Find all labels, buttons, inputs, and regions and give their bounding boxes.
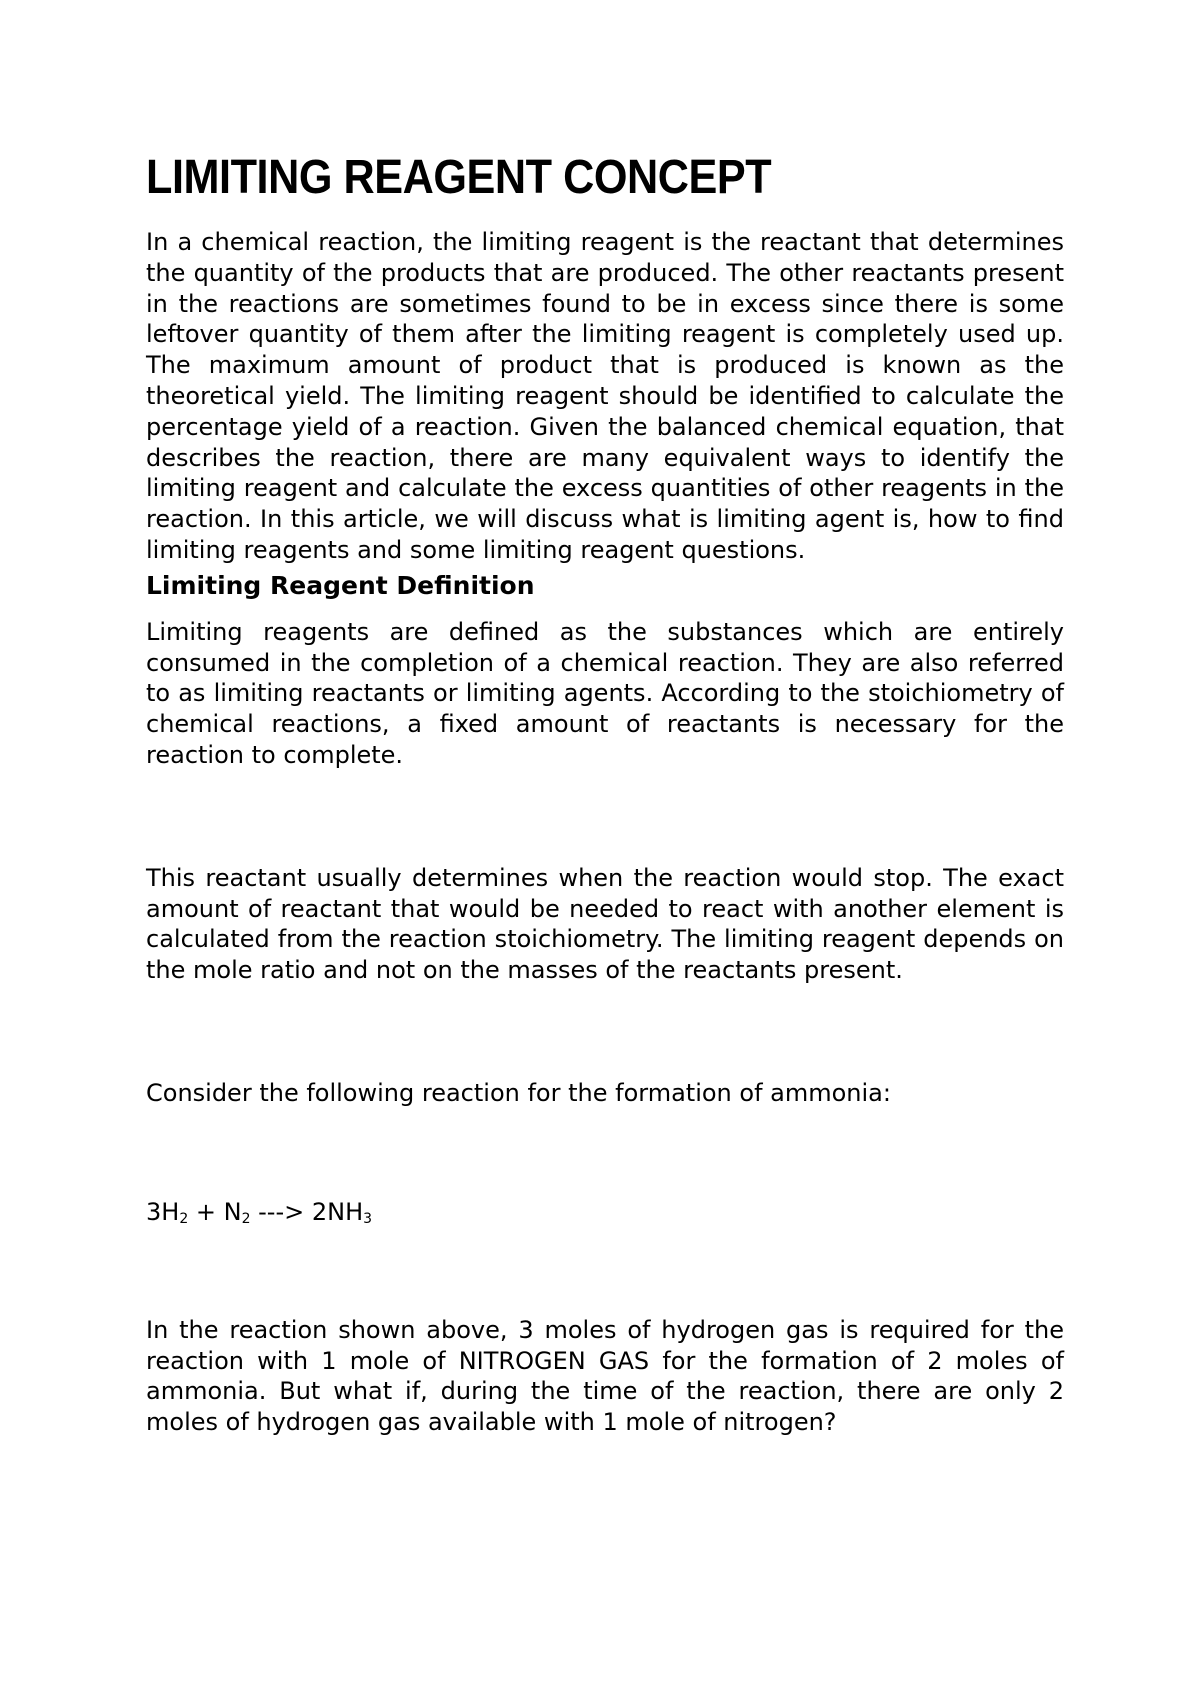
intro-paragraph: In a chemical reaction, the limiting reagent is the reactant that determines the quantity of the products that are produced. The other reactants present in the reactions are sometimes found to be in excess since there is some leftover quantity of them after the limiting reagent is completely used up. The maximum amount of product that is produced is known as the theoretical yield. The limiting reagent should be identified to calculate the percentage yield of a reaction. Given the balanced chemical equation, that describes the reaction, there are many equivalent ways to identify the limiting reagent and calculate the excess quantities of other reagents in the reaction. In this article, we will discuss what is limiting agent is, how to find limiting reagents and some limiting reagent questions. <box>146 228 1064 564</box>
definition-paragraph: Limiting reagents are defined as the substances which are entirely consumed in the completion of a chemical reaction. They are also referred to as limiting reactants or limiting agents. According to the stoichiometry of chemical reactions, a fixed amount of reactants is necessary for the reaction to complete. <box>146 617 1064 769</box>
equation-n2: + N <box>188 1197 242 1226</box>
example-paragraph: In the reaction shown above, 3 moles of hydrogen gas is required for the reaction with 1 mole of NITROGEN GAS for the formation of 2 moles of ammonia. But what if, during the time of the reaction, there are only 2 moles of hydrogen gas available with 1 mole of nitrogen? <box>146 1315 1064 1437</box>
equation-product: ---> 2NH <box>250 1197 364 1226</box>
equation-h2: 3H <box>146 1197 180 1226</box>
equation-n2-subscript: 2 <box>241 1210 251 1227</box>
chemical-equation <box>146 1196 1064 1228</box>
definition-heading: Limiting Reagent Definition <box>146 570 535 600</box>
equation-h2-subscript: 2 <box>179 1210 189 1227</box>
document-title: LIMITING REAGENT CONCEPT <box>146 151 772 204</box>
equation-nh3-subscript: 3 <box>363 1210 373 1227</box>
consider-paragraph: Consider the following reaction for the formation of ammonia: <box>146 1078 891 1107</box>
document-body <box>146 150 1064 1438</box>
stop-paragraph: This reactant usually determines when the reaction would stop. The exact amount of reactant that would be needed to react with another element is calculated from the reaction stoichiometry. The limiting reagent depends on the mole ratio and not on the masses of the reactants present. <box>146 863 1064 985</box>
